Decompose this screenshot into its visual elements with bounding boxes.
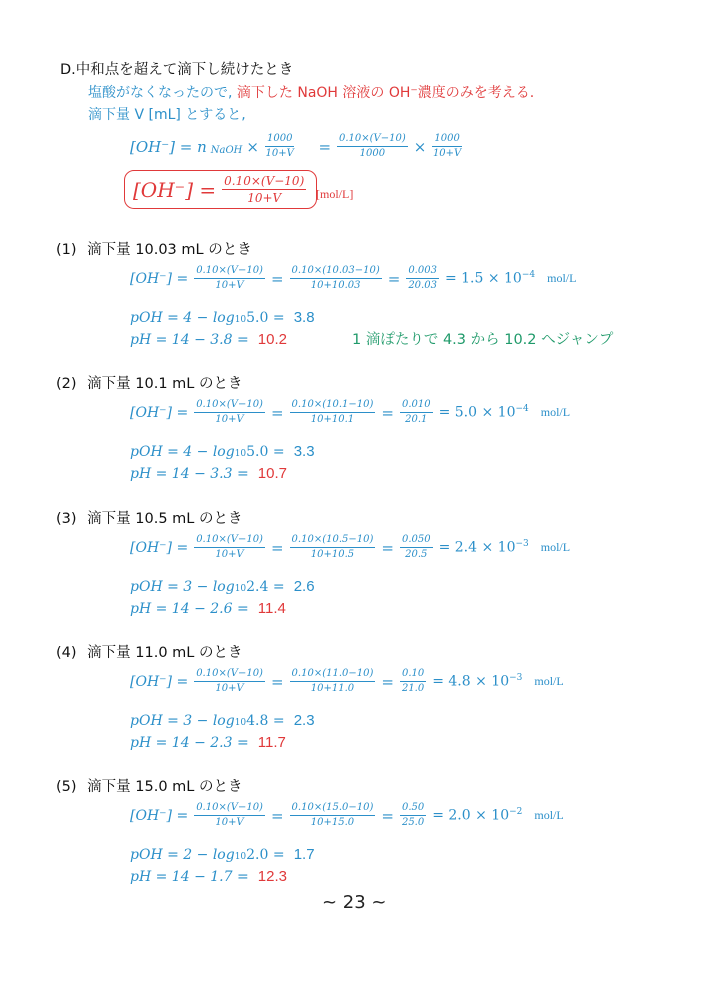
page-number: ~ 23 ~ [322, 892, 387, 913]
case-frac-1: $\frac{0.10\times(V-10)}{10+V}$ [196, 668, 263, 694]
case-label: (3) [56, 511, 77, 527]
case-title [56, 238, 252, 259]
case-ph-value: 10.2 [257, 331, 287, 348]
case-ph: pH = 14 − 3.3 = 10.7 [130, 465, 287, 482]
case-oh-equation: [OH⁻] = $\frac{0.10\times(V-10)}{10+V}$ = $\frac{0.10\times(10.5-10)}{10+10.5}$ = $\frac{0.050}{20.5}$ = $2.4 \times 10^{-3}$ mol/L [130, 534, 571, 560]
case-unit: mol/L [534, 808, 564, 822]
case-title-text: 滴下量 10.5 mL のとき [87, 511, 243, 527]
case-oh-equation: [OH⁻] = $\frac{0.10\times(V-10)}{10+V}$ = $\frac{0.10\times(10.1-10)}{10+10.1}$ = $\frac{0.010}{20.1}$ = $5.0 \times 10^{-4}$ mol/L [130, 399, 571, 425]
formula-frac-3: $\frac{1000}{10+V}$ [432, 133, 462, 159]
case-poh-value: 3.3 [293, 443, 315, 460]
formula-frac-2: $\frac{0.10\times(V-10)}{1000}$ [339, 133, 406, 159]
case-frac-1: $\frac{0.10\times(V-10)}{10+V}$ [196, 802, 263, 828]
case-unit: mol/L [547, 271, 577, 285]
section-title: D.中和点を超えて滴下し続けたとき [60, 62, 294, 78]
case-unit: mol/L [540, 405, 571, 419]
case-ph-value: 11.7 [257, 734, 286, 751]
case-frac-1: $\frac{0.10\times(V-10)}{10+V}$ [196, 265, 263, 291]
case-frac-2: $\frac{0.10\times(10.1-10)}{10+10.1}$ [291, 399, 374, 425]
case-poh-value: 2.3 [293, 712, 315, 729]
case-poh-value: 2.6 [293, 578, 315, 595]
case-label: (5) [56, 779, 77, 795]
case-title [56, 507, 242, 528]
case-frac-1: $\frac{0.10\times(V-10)}{10+V}$ [196, 534, 263, 560]
case-label: (1) [56, 242, 77, 258]
case-title-text: 滴下量 15.0 mL のとき [87, 779, 243, 795]
case-poh: pOH = 2 − log102.0 = 1.7 [130, 846, 315, 863]
case-title [56, 775, 242, 796]
case-oh-equation: [OH⁻] = $\frac{0.10\times(V-10)}{10+V}$ = $\frac{0.10\times(10.03-10)}{10+10.03}$ = $\frac{0.003}{20.03}$ = $1.5 \times 10^{-4}$ mol/L [130, 265, 577, 291]
case-frac-2: $\frac{0.10\times(10.5-10)}{10+10.5}$ [291, 534, 374, 560]
intro-line-2: 滴下量 V [mL] とすると, [88, 107, 246, 123]
case-poh-value: 1.7 [293, 846, 315, 863]
jump-note: 1 滴ぽたりで 4.3 から 10.2 へジャンプ [352, 332, 614, 348]
case-ph: pH = 14 − 2.6 = 11.4 [130, 600, 286, 617]
formula-sub: NaOH [210, 145, 243, 156]
case-title-text: 滴下量 11.0 mL のとき [87, 645, 243, 661]
case-frac-3: $\frac{0.050}{20.5}$ [401, 534, 431, 560]
intro-text-a: 塩酸がなくなったので, [88, 85, 233, 101]
case-label: (4) [56, 645, 77, 661]
case-ph: pH = 14 − 2.3 = 11.7 [130, 734, 286, 751]
case-poh: pOH = 3 − log104.8 = 2.3 [130, 712, 315, 729]
case-poh: pOH = 4 − log105.0 = 3.3 [130, 443, 315, 460]
case-title [56, 641, 242, 662]
boxed-lhs: [OH⁻] = [133, 177, 217, 202]
case-poh: pOH = 3 − log102.4 = 2.6 [130, 578, 315, 595]
boxed-formula [124, 170, 317, 209]
case-title-text: 滴下量 10.1 mL のとき [87, 376, 243, 392]
case-result: = $2.0 \times 10^{-2}$ [432, 807, 523, 824]
case-frac-2: $\frac{0.10\times(11.0-10)}{10+11.0}$ [291, 668, 374, 694]
formula-frac-1: $\frac{1000}{10+V}$ [265, 133, 294, 159]
case-poh: pOH = 4 − log105.0 = 3.8 [130, 309, 315, 326]
case-ph-value: 11.4 [257, 600, 286, 617]
case-oh-equation: [OH⁻] = $\frac{0.10\times(V-10)}{10+V}$ = $\frac{0.10\times(15.0-10)}{10+15.0}$ = $\frac{0.50}{25.0}$ = $2.0 \times 10^{-2}$ mol/L [130, 802, 564, 828]
case-unit: mol/L [540, 540, 571, 554]
case-poh-value: 3.8 [293, 309, 315, 326]
case-frac-3: $\frac{0.003}{20.03}$ [408, 265, 437, 291]
case-title [56, 372, 242, 393]
case-frac-2: $\frac{0.10\times(15.0-10)}{10+15.0}$ [291, 802, 374, 828]
case-oh-equation: [OH⁻] = $\frac{0.10\times(V-10)}{10+V}$ = $\frac{0.10\times(11.0-10)}{10+11.0}$ = $\frac{0.10}{21.0}$ = $4.8 \times 10^{-3}$ mol/L [130, 668, 564, 694]
intro-line-1 [88, 82, 534, 102]
case-result: = $4.8 \times 10^{-3}$ [432, 673, 523, 690]
case-unit: mol/L [534, 674, 564, 688]
general-formula: [OH⁻] = n NaOH × $\frac{1000}{10+V}$ = $\frac{0.10\times(V-10)}{1000}$ × $\frac{1000}{10+V}$ [130, 133, 462, 159]
case-result: = $1.5 \times 10^{-4}$ [444, 270, 536, 287]
case-ph: pH = 14 − 1.7 = 12.3 [130, 868, 287, 885]
case-frac-3: $\frac{0.010}{20.1}$ [401, 399, 431, 425]
formula-lhs: [OH⁻] = n [130, 137, 207, 156]
boxed-frac: $\frac{0.10\times(V-10)}{10+V}$ [224, 174, 305, 205]
case-result: = $5.0 \times 10^{-4}$ [438, 404, 529, 421]
case-frac-3: $\frac{0.10}{21.0}$ [401, 668, 425, 694]
case-frac-3: $\frac{0.50}{25.0}$ [401, 802, 425, 828]
case-ph: pH = 14 − 3.8 = 10.2 [130, 331, 287, 348]
case-result: = $2.4 \times 10^{-3}$ [438, 539, 529, 556]
case-ph-value: 12.3 [257, 868, 287, 885]
case-ph-value: 10.7 [257, 465, 287, 482]
case-title-text: 滴下量 10.03 mL のとき [87, 242, 252, 258]
case-label: (2) [56, 376, 77, 392]
case-frac-1: $\frac{0.10\times(V-10)}{10+V}$ [196, 399, 263, 425]
intro-text-b: 滴下した NaOH 溶液の OH⁻濃度のみを考える. [236, 85, 535, 101]
case-frac-2: $\frac{0.10\times(10.03-10)}{10+10.03}$ [291, 265, 380, 291]
boxed-unit: [mol/L] [316, 187, 354, 201]
